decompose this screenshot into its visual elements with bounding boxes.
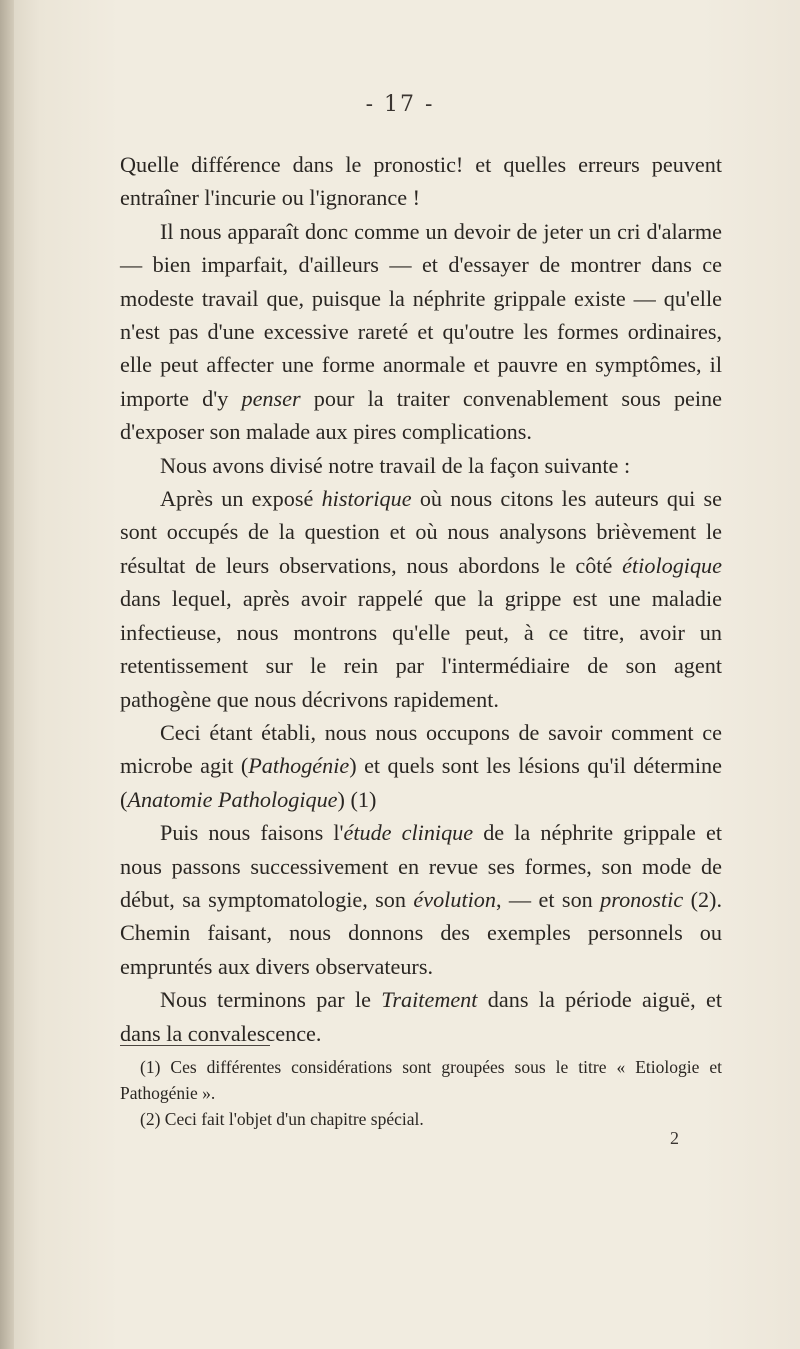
paragraph-text: ) et quels sont les lésions qu'il détermine ( (120, 753, 722, 812)
emphasis: Traitement (381, 987, 478, 1013)
paragraph (120, 983, 722, 1050)
emphasis: étude clinique (343, 820, 474, 846)
paragraph (120, 482, 722, 716)
emphasis: Pathogénie (248, 753, 350, 779)
body-text (120, 148, 722, 1050)
paragraph-text: Ceci étant établi, nous nous occupons de savoir comment ce microbe agit ( (120, 719, 722, 779)
paragraph-text: dans la période aiguë, et dans la convalescence. (120, 987, 722, 1046)
paragraph: Nous avons divisé notre travail de la façon suivante : (160, 452, 631, 478)
emphasis: Anatomie Pathologique (127, 786, 338, 812)
footnote: (2) Ceci fait l'objet d'un chapitre spécial. (140, 1109, 424, 1129)
paragraph: Quelle différence dans le pronostic! et quelles erreurs peuvent entraîner l'incurie ou l'ignorance ! (120, 152, 722, 211)
paragraph (120, 816, 722, 983)
paragraph (120, 716, 722, 816)
emphasis: historique (321, 486, 412, 512)
emphasis: évolution (413, 886, 496, 912)
paragraph (120, 215, 722, 449)
paragraph-text: Puis nous faisons l' (160, 820, 344, 846)
footnote-rule (120, 1045, 270, 1046)
paragraph-text: dans lequel, après avoir rappelé que la grippe est une maladie infectieuse, nous montrons qu'elle peut, à ce titre, avoir un retentissement sur le rein par l'intermédiaire de son agent pathogène que nous décrivons rapidement. (120, 586, 722, 712)
page-number: - 17 - (365, 92, 435, 117)
page-edge (0, 0, 14, 1349)
emphasis: penser (241, 385, 301, 411)
signature-mark: 2 (670, 1128, 679, 1148)
paragraph-text: Après un exposé (160, 486, 322, 512)
paragraph-text: Il nous apparaît donc comme un devoir de jeter un cri d'alarme — bien imparfait, d'ailleurs — et d'essayer de montrer dans ce modeste travail que, puisque la néphrite grippale existe — qu'elle n'est pas d'une excessive rareté et qu'outre les formes ordinaires, elle peut affecter une forme anormale et pauvre en symptômes, il importe d'y (120, 218, 722, 411)
paragraph-text: , — et son (495, 886, 601, 912)
paragraph-text: (2). Chemin faisant, nous donnons des exemples personnels ou empruntés aux divers observateurs. (120, 886, 722, 979)
footnote: (1) Ces différentes considérations sont groupées sous le titre « Etiologie et Pathogénie ». (120, 1057, 722, 1103)
paragraph-text: Nous terminons par le (160, 987, 382, 1013)
emphasis: pronostic (600, 886, 684, 912)
paragraph-text: de la néphrite grippale et nous passons successivement en revue ses formes, son mode de début, sa symptomatologie, son (120, 820, 722, 912)
paragraph-text: ) (1) (337, 786, 377, 812)
footnotes (120, 1054, 722, 1132)
paragraph-text: où nous citons les auteurs qui se sont occupés de la question et où nous analysons brièvement le résultat de leurs observations, nous abordons le côté (120, 486, 722, 578)
emphasis: étiologique (622, 552, 722, 578)
paragraph-text: pour la traiter convenablement sous peine d'exposer son malade aux pires complications. (120, 385, 723, 445)
